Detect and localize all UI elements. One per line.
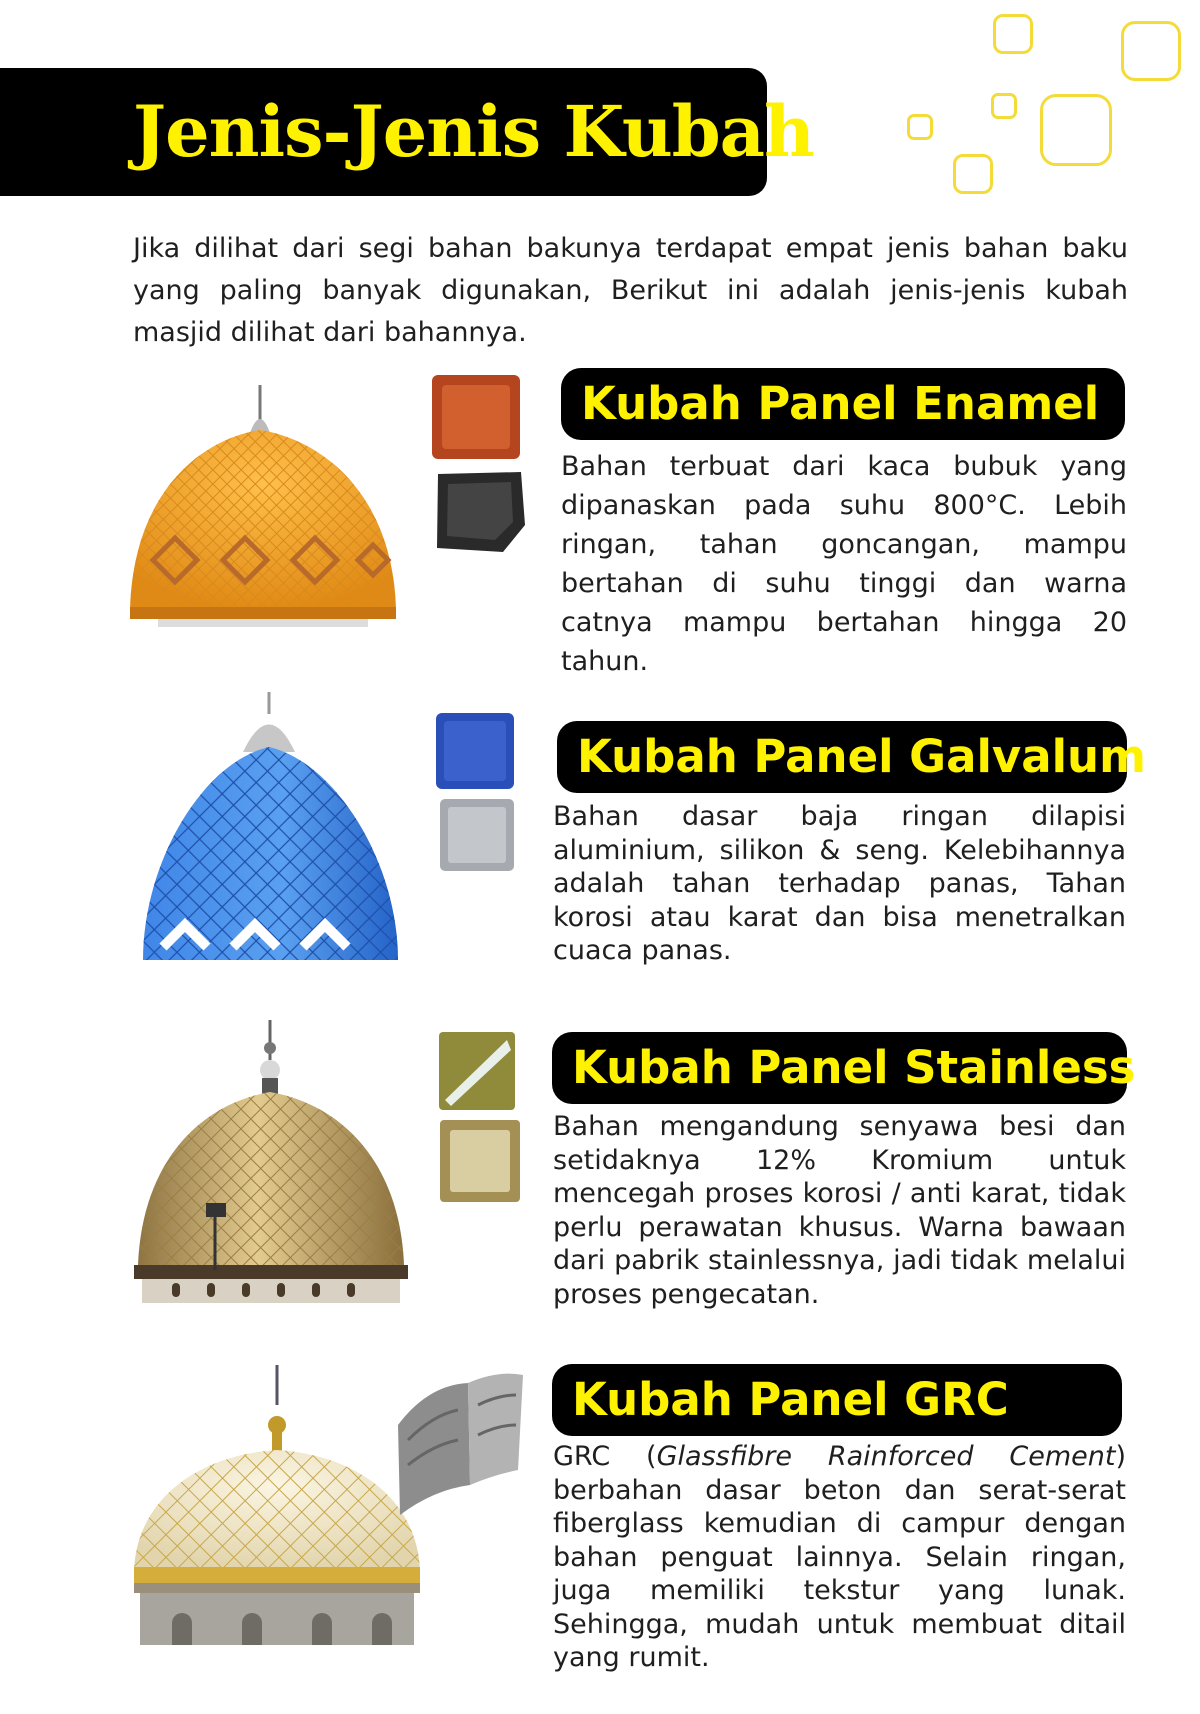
enamel-panel-orange-image (430, 373, 522, 461)
desc-stainless: Bahan mengandung senyawa besi dan setidaknya 12% Kromium untuk mencegah proses korosi / anti karat, tidak perlu perawatan khusus. Warna bawaan dari pabrik stainlessnya, jadi tidak melalui proses pengecatan. (553, 1111, 1126, 1310)
decorative-square (991, 93, 1017, 119)
stainless-dome-image (132, 1020, 422, 1312)
stainless-panel-bottom-image (438, 1118, 522, 1204)
decorative-square (1121, 21, 1181, 81)
desc-grc-suffix: ) berbahan dasar beton dan serat-serat fiberglass kemudian di campur dengan bahan penguat lainnya. Selain ringan, juga memiliki tekstur yang lunak. Sehingga, mudah untuk membuat ditail yang rumit. (553, 1441, 1126, 1673)
decorative-square (907, 114, 933, 140)
heading-enamel: Kubah Panel Enamel (561, 368, 1125, 440)
page-title: Jenis-Jenis Kubah (133, 90, 814, 173)
decorative-square (953, 154, 993, 194)
decorative-square (1040, 94, 1112, 166)
galvalum-panel-grey-image (438, 797, 516, 873)
heading-grc: Kubah Panel GRC (552, 1364, 1122, 1436)
galvalum-dome-image (143, 692, 413, 964)
grc-panel-image (388, 1365, 528, 1523)
grc-dome-image (132, 1365, 432, 1655)
enamel-panel-black-image (433, 470, 529, 554)
desc-enamel: Bahan terbuat dari kaca bubuk yang dipanaskan pada suhu 800°C. Lebih ringan, tahan goncangan, mampu bertahan di suhu tinggi dan warna catnya mampu bertahan hingga 20 tahun. (561, 451, 1127, 677)
decorative-square (993, 14, 1033, 54)
desc-galvalum: Bahan dasar baja ringan dilapisi aluminium, silikon & seng. Kelebihannya adalah tahan terhadap panas, Tahan korosi atau karat dan bisa menetralkan cuaca panas. (553, 801, 1126, 966)
stainless-panel-top-image (437, 1030, 517, 1112)
heading-galvalum: Kubah Panel Galvalum (557, 721, 1127, 793)
heading-stainless: Kubah Panel Stainless (552, 1032, 1127, 1104)
galvalum-panel-blue-image (434, 711, 516, 791)
desc-grc-italic: Glassfibre Rainforced Cement (656, 1441, 1116, 1472)
desc-grc (553, 1440, 1126, 1675)
desc-grc-prefix: GRC ( (553, 1441, 657, 1472)
enamel-dome-image (128, 385, 403, 630)
intro-paragraph: Jika dilihat dari segi bahan bakunya terdapat empat jenis bahan baku yang paling banyak digunakan, Berikut ini adalah jenis-jenis kubah masjid dilihat dari bahannya. (133, 233, 1128, 348)
